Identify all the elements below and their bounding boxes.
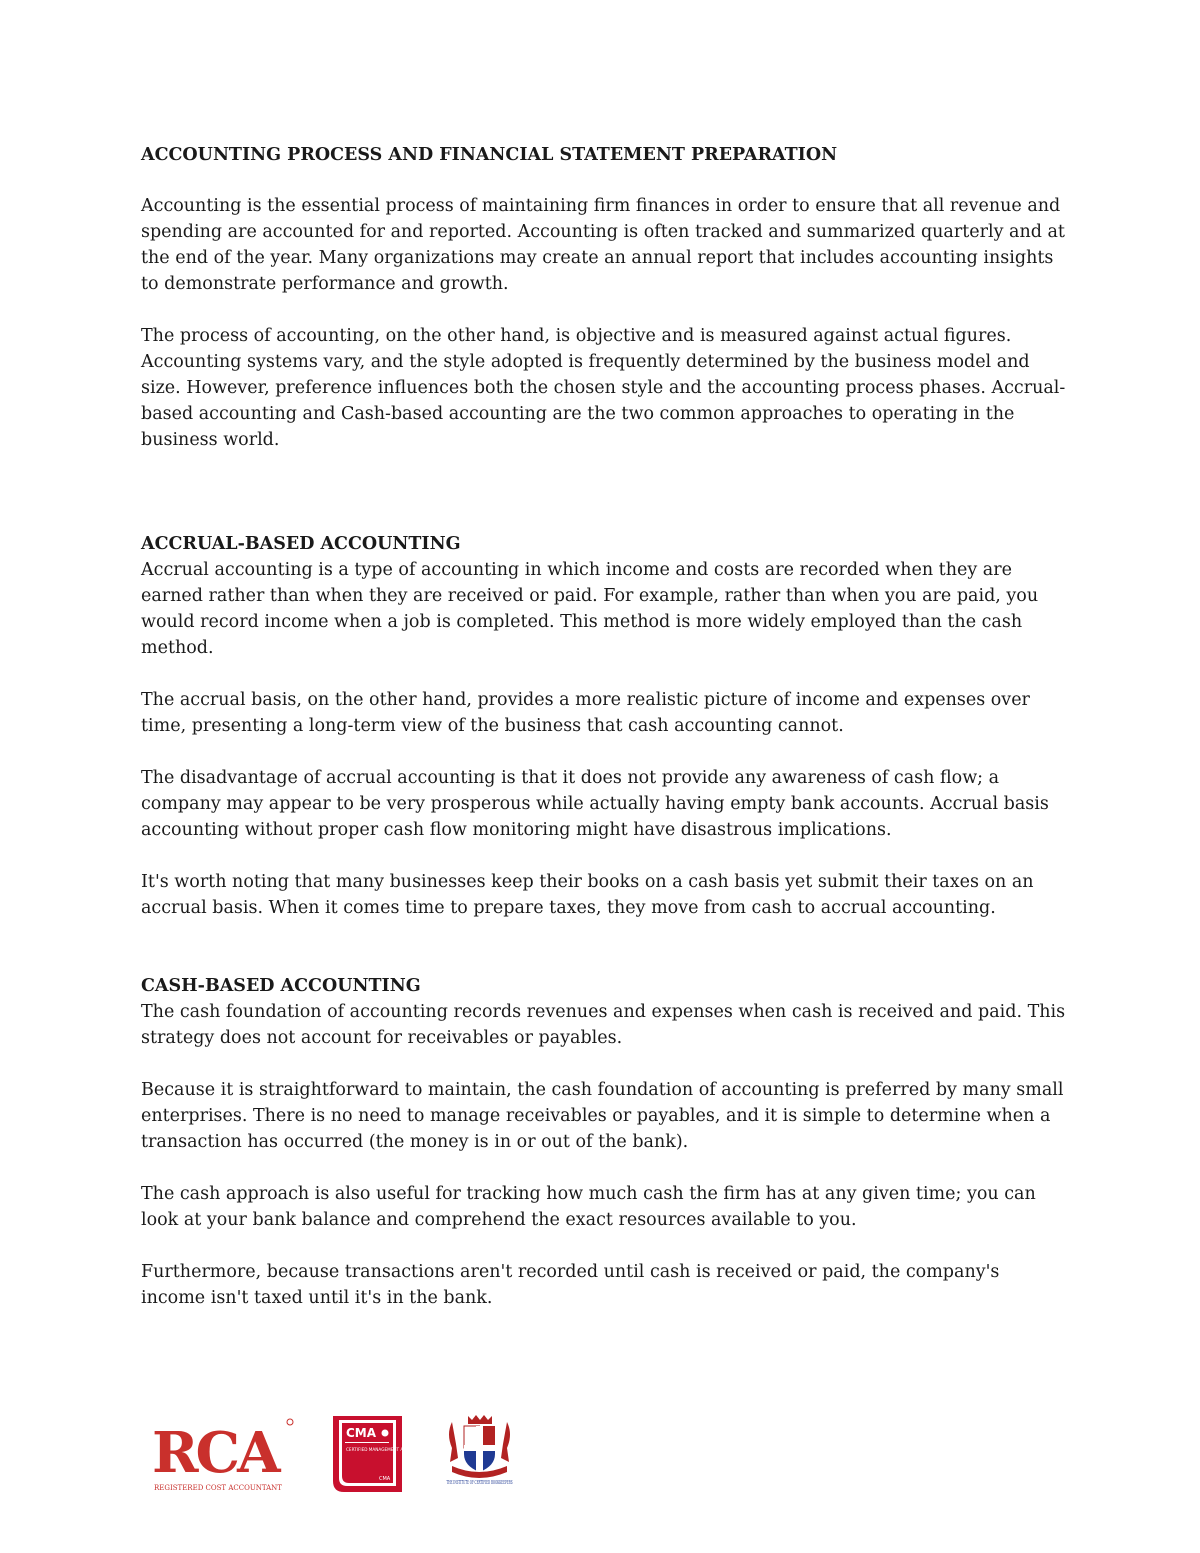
section-heading-cash: CASH-BASED ACCOUNTING	[141, 976, 421, 996]
cash-paragraph-4: Furthermore, because transactions aren't recorded until cash is received or paid, the company's income isn't taxed until it's in the bank.	[141, 1262, 1000, 1308]
accrual-paragraph-1: Accrual accounting is a type of accounting in which income and costs are recorded when they are earned rather than when they are received or paid. For example, rather than when you are paid, you would record income when a job is completed. This method is more widely employed than the cash method.	[141, 560, 1039, 658]
intro-paragraph-1: Accounting is the essential process of maintaining firm finances in order to ensure that all revenue and spending are accounted for and reported. Accounting is often tracked and summarized quarterly and at the end of the year. Many organizations may create an annual report that includes accounting insights to demonstrate performance and growth.	[141, 196, 1065, 294]
icb-logo-caption: THE INSTITUTE OF CERTIFIED BOOKKEEPERS	[446, 1480, 513, 1486]
rca-logo	[152, 1414, 297, 1494]
cma-logo-corner: CMA	[379, 1476, 391, 1482]
cash-paragraph-2: Because it is straightforward to maintain, the cash foundation of accounting is preferred by many small enterprises. There is no need to manage receivables or payables, and it is simple to determine when a transaction has occurred (the money is in or out of the bank).	[141, 1080, 1064, 1152]
rca-logo-mark: RCA	[152, 1420, 278, 1486]
accrual-paragraph-3: The disadvantage of accrual accounting is that it does not provide any awareness of cash flow; a company may appear to be very prosperous while actually having empty bank accounts. Accrual basis accounting without proper cash flow monitoring might have disastrous implications.	[141, 768, 1049, 840]
cash-paragraph-1: The cash foundation of accounting records revenues and expenses when cash is received and paid. This strategy does not account for receivables or payables.	[141, 1002, 1066, 1048]
document-body	[141, 142, 1066, 1337]
document-title: ACCOUNTING PROCESS AND FINANCIAL STATEMENT PREPARATION	[141, 145, 838, 165]
footer-logos	[152, 1414, 522, 1494]
intro-paragraph-2: The process of accounting, on the other hand, is objective and is measured against actual figures. Accounting systems vary, and the style adopted is frequently determined by the business model and size. However, preference influences both the chosen style and the accounting process phases. Accrual-based accounting and Cash-based accounting are the two common approaches to operating in the business world.	[141, 326, 1066, 450]
section-heading-accrual: ACCRUAL-BASED ACCOUNTING	[141, 534, 461, 554]
cma-logo-mark: CMA	[346, 1426, 377, 1440]
cash-paragraph-3: The cash approach is also useful for tracking how much cash the firm has at any given time; you can look at your bank balance and comprehend the exact resources available to you.	[141, 1184, 1036, 1230]
accrual-paragraph-2: The accrual basis, on the other hand, provides a more realistic picture of income and expenses over time, presenting a long-term view of the business that cash accounting cannot.	[141, 690, 1030, 736]
accrual-paragraph-4: It's worth noting that many businesses keep their books on a cash basis yet submit their taxes on an accrual basis. When it comes time to prepare taxes, they move from cash to accrual accounting.	[141, 872, 1034, 918]
cma-logo	[330, 1414, 430, 1494]
cma-logo-caption: CERTIFIED MANAGEMENT ACCOUNTANT	[346, 1447, 430, 1452]
icb-logo	[442, 1414, 517, 1494]
rca-logo-caption: REGISTERED COST ACCOUNTANT	[154, 1484, 282, 1492]
